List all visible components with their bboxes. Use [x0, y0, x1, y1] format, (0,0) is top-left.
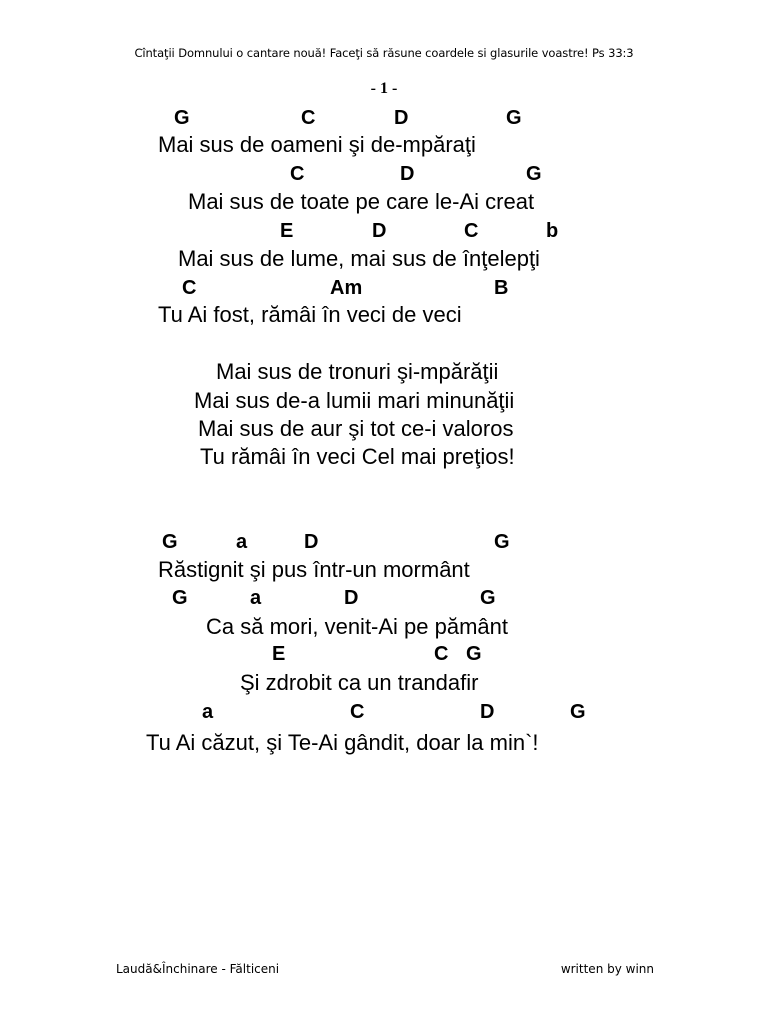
chord: C: [464, 220, 479, 242]
chord: B: [494, 277, 509, 299]
chord: E: [280, 220, 294, 242]
lyric-line: Tu Ai căzut, şi Te-Ai gândit, doar la min`!: [146, 730, 539, 755]
chord: G: [494, 531, 510, 553]
lyric-line: Mai sus de tronuri şi-mpărăţii: [216, 359, 499, 384]
chord: D: [394, 107, 409, 129]
chord: C: [434, 643, 449, 665]
chord: G: [162, 531, 178, 553]
chord: C: [182, 277, 197, 299]
chord: Am: [330, 277, 363, 299]
chord: G: [480, 587, 496, 609]
header-verse: Cîntaţii Domnului o cantare nouă! Faceţi să răsune coardele si glasurile voastre! Ps 33:3: [134, 46, 634, 60]
chord: a: [236, 531, 248, 553]
lyric-line: Mai sus de lume, mai sus de înţelepţi: [178, 246, 540, 271]
lyric-line: Şi zdrobit ca un trandafir: [240, 670, 479, 695]
chord: C: [350, 701, 365, 723]
chord: D: [400, 163, 415, 185]
chord: G: [174, 107, 190, 129]
lyric-line: Mai sus de toate pe care le-Ai creat: [188, 189, 535, 214]
lyric-line: Mai sus de-a lumii mari minunăţii: [194, 388, 515, 413]
chord: D: [304, 531, 319, 553]
chord: C: [301, 107, 316, 129]
chord: a: [250, 587, 262, 609]
lyric-line: Tu Ai fost, rămâi în veci de veci: [158, 302, 462, 327]
footer-right: written by winn: [560, 962, 654, 976]
chord: D: [480, 701, 495, 723]
lyric-line: Tu rămâi în veci Cel mai preţios!: [200, 444, 515, 469]
lyric-line: Ca să mori, venit-Ai pe pământ: [206, 614, 509, 639]
lyric-line: Mai sus de aur şi tot ce-i valoros: [198, 416, 514, 441]
chord: G: [526, 163, 542, 185]
page-number: - 1 -: [370, 80, 398, 97]
lyric-line: Răstignit şi pus într-un mormânt: [158, 557, 470, 582]
chord: b: [546, 220, 559, 242]
lyric-line: Mai sus de oameni şi de-mpăraţi: [158, 132, 476, 157]
chord: G: [466, 643, 482, 665]
chord: D: [372, 220, 387, 242]
chord: D: [344, 587, 359, 609]
footer-left: Laudă&Închinare - Fălticeni: [116, 962, 280, 976]
chord: G: [172, 587, 188, 609]
chord: a: [202, 701, 214, 723]
chord: G: [506, 107, 522, 129]
chord: E: [272, 643, 286, 665]
chord: C: [290, 163, 305, 185]
chord: G: [570, 701, 586, 723]
